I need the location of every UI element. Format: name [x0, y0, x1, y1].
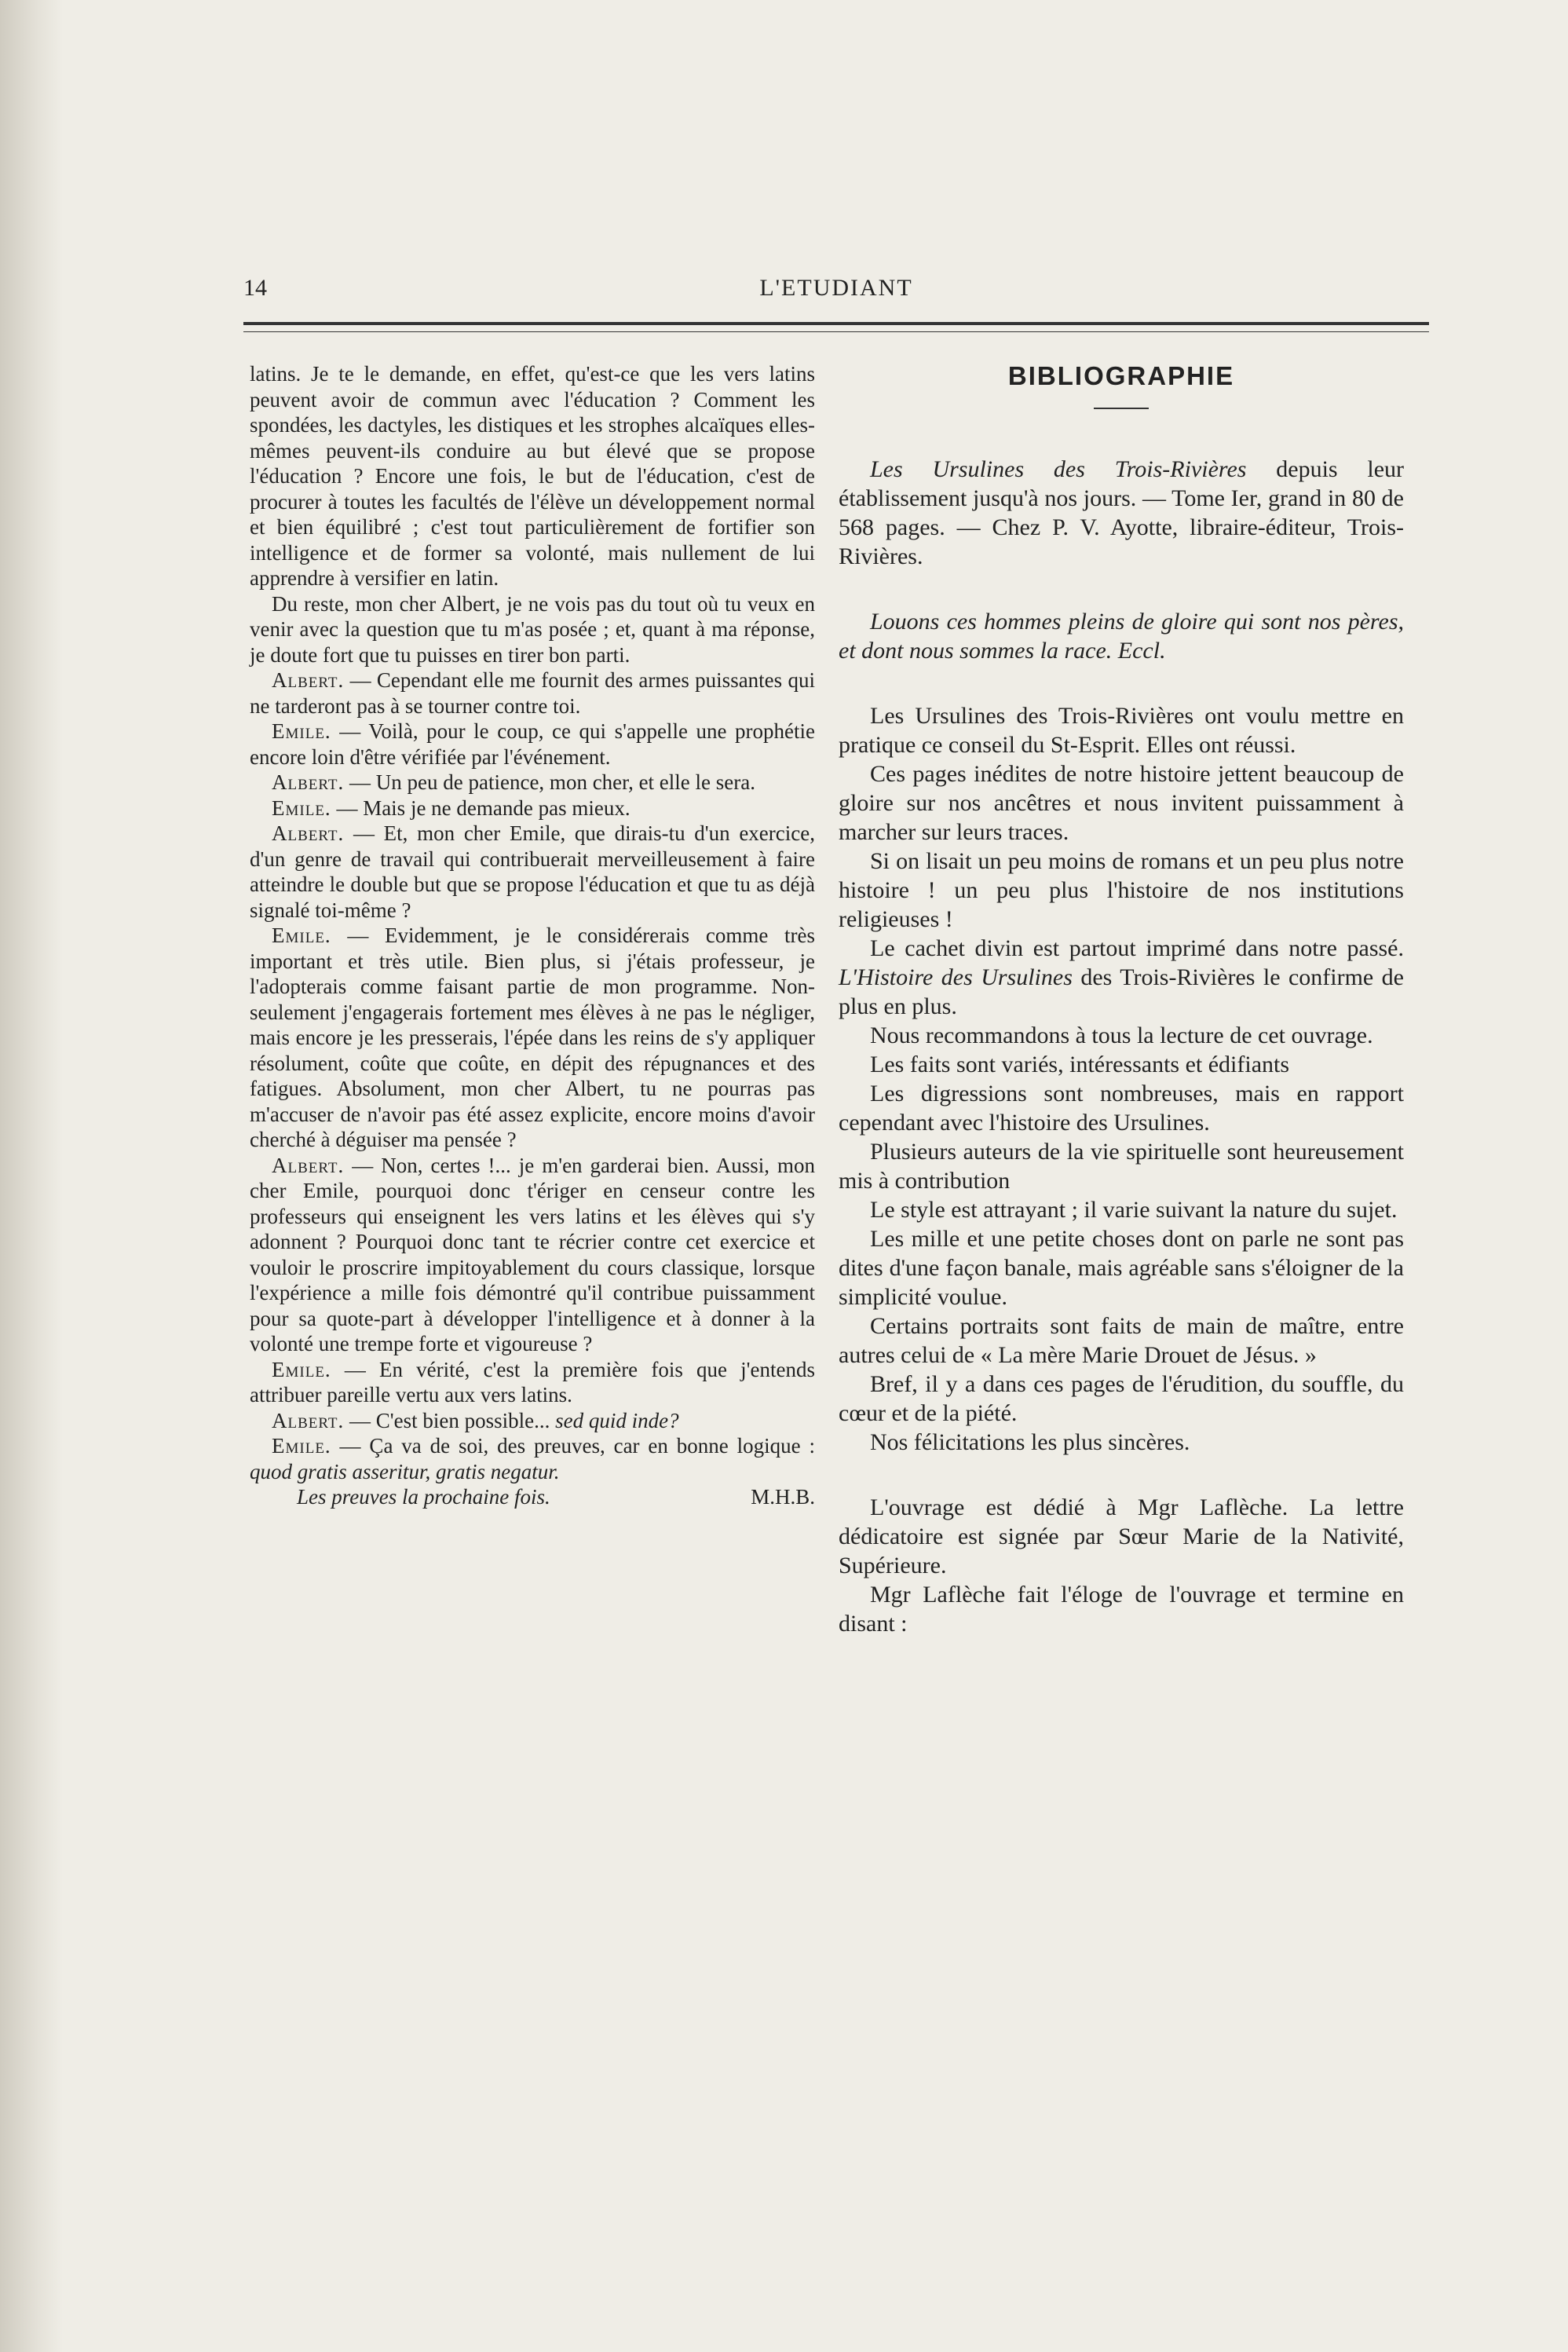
text-segment: Le cachet divin est partout imprimé dans notre passé. [870, 935, 1404, 961]
dialogue-line [250, 1408, 815, 1434]
dialogue-text: — Un peu de patience, mon cher, et elle le sera. [344, 770, 755, 794]
dialogue-line [250, 1357, 815, 1408]
dialogue-text: — Voilà, pour le coup, ce qui s'appelle une prophétie encore loin d'être vérifiée par l'événement. [250, 719, 815, 769]
speaker-name: Albert. [272, 1153, 345, 1177]
paragraph: Plusieurs auteurs de la vie spirituelle sont heureusement mis à contribution [839, 1139, 1404, 1194]
dialogue-line [250, 1433, 815, 1484]
dialogue-text: — Mais je ne demande pas mieux. [331, 796, 630, 820]
paragraph: L'ouvrage est dédié à Mgr Laflèche. La lettre dédicatoire est signée par Sœur Marie de la Nativité, Supérieure. [839, 1494, 1404, 1578]
title-rule [1094, 408, 1149, 409]
section-title: BIBLIOGRAPHIE [1007, 361, 1235, 390]
speaker-name: Albert. [272, 821, 345, 845]
running-title: L'ETUDIANT [759, 275, 913, 301]
dialogue-text: — C'est bien possible... [344, 1408, 556, 1432]
paragraph: Nous recommandons à tous la lecture de cet ouvrage. [870, 1022, 1373, 1048]
paragraph: Le style est attrayant ; il varie suivant la nature du sujet. [870, 1197, 1398, 1223]
closing-text: Les preuves la prochaine fois. [297, 1485, 550, 1509]
paragraph [839, 934, 1404, 1021]
page-edge-shadow [0, 0, 63, 2352]
page-number: 14 [243, 275, 267, 301]
book-details: depuis leur établissement jusqu'à nos jours. — Tome Ier, grand in 80 de 568 pages. — Chez P. V. Ayotte, libraire-éditeur, Trois-Rivières. [839, 456, 1405, 569]
speaker-name: Emile. [272, 796, 331, 820]
dialogue-text: — Et, mon cher Emile, que dirais-tu d'un exercice, d'un genre de travail qui contribuerait merveilleusement à faire atteindre le double but que se propose l'éducation et que tu as déjà signalé toi-même ? [250, 821, 815, 922]
latin-phrase: quod gratis asseritur, gratis negatur. [250, 1459, 560, 1483]
speaker-name: Emile. [272, 719, 331, 743]
speaker-name: Albert. [272, 770, 345, 794]
latin-phrase: sed quid inde? [555, 1408, 679, 1432]
dialogue-text: — Non, certes !... je m'en garderai bien. Aussi, mon cher Emile, pourquoi donc t'ériger en censeur contre les professeurs qui enseignent les vers latins et les élèves qui s'y adonnent ? Pourquoi donc tant te récrier contre cet exercice et vouloir le proscrire impitoyablement du cours classique, lorsque l'expérience a mille fois démontré qu'il contribue puissamment pour sa quote-part à développer l'intelligence et à donner à la volonté une trempe forte et vigoureuse ? [250, 1153, 815, 1355]
paragraph: Ces pages inédites de notre histoire jettent beaucoup de gloire sur nos ancêtres et nous invitent puissamment à marcher sur leurs traces. [839, 761, 1404, 845]
paragraph: Les Ursulines des Trois-Rivières ont voulu mettre en pratique ce conseil du St-Esprit. Elles ont réussi. [839, 703, 1404, 758]
epigraph: Louons ces hommes pleins de gloire qui sont nos pères, et dont nous sommes la race. Eccl. [839, 609, 1404, 664]
paragraph: Les mille et une petite choses dont on parle ne sont pas dites d'une façon banale, mais agréable sans s'éloigner de la simplicité voulue. [839, 1226, 1404, 1310]
text-segment: des Trois-Rivières le confirme de plus en plus. [839, 964, 1404, 1019]
paragraph: Du reste, mon cher Albert, je ne vois pas du tout où tu veux en venir avec la question que tu m'as posée ; et, quant à ma réponse, je doute fort que tu puisses en tirer bon parti. [250, 591, 815, 667]
paragraph: Certains portraits sont faits de main de maître, entre autres celui de « La mère Marie Drouet de Jésus. » [839, 1313, 1404, 1368]
speaker-name: Albert. [272, 1408, 345, 1432]
dialogue-line [250, 668, 815, 719]
page-header [243, 275, 1429, 314]
right-column [839, 361, 1404, 1638]
paragraph: Les digressions sont nombreuses, mais en rapport cependant avec l'histoire des Ursulines. [839, 1081, 1404, 1136]
paragraph: Mgr Laflèche fait l'éloge de l'ouvrage et termine en disant : [839, 1582, 1404, 1637]
speaker-name: Emile. [272, 1434, 331, 1458]
book-title: L'Histoire des Ursulines [839, 964, 1073, 990]
dialogue-text: — Ça va de soi, des preuves, car en bonne logique : [331, 1434, 815, 1458]
author-initials: M.H.B. [751, 1485, 815, 1509]
dialogue-line [250, 1153, 815, 1357]
dialogue-line [250, 770, 815, 796]
closing-line [250, 1484, 815, 1510]
bibliography-entry [839, 455, 1404, 571]
dialogue-line [250, 719, 815, 770]
dialogue-text: — En vérité, c'est la première fois que j'entends attribuer pareille vertu aux vers latins. [250, 1357, 815, 1406]
dialogue-line [250, 923, 815, 1153]
paragraph: Si on lisait un peu moins de romans et un peu plus notre histoire ! un peu plus l'histoire de nos institutions religieuses ! [839, 848, 1404, 932]
paragraph: Les faits sont variés, intéressants et édifiants [870, 1052, 1290, 1077]
paragraph: Nos félicitations les plus sincères. [870, 1429, 1190, 1455]
dialogue-line [250, 796, 815, 821]
dialogue-text: — Cependant elle me fournit des armes puissantes qui ne tarderont pas à se tourner contre toi. [250, 668, 815, 718]
speaker-name: Emile. [272, 924, 331, 947]
header-rule [243, 322, 1429, 332]
dialogue-text: — Evidemment, je le considérerais comme très important et très utile. Bien plus, si j'étais professeur, je l'adopterais comme faisant partie de mon programme. Non-seulement j'engagerais fortement mes élèves à ne pas le négliger, mais encore je les presserais, l'épée dans les reins de s'y appliquer résolument, coûte que coûte, en dépit des répugnances et des fatigues. Absolument, mon cher Albert, tu ne pourras pas m'accuser de n'avoir pas été assez explicite, encore moins d'avoir cherché à déguiser ma pensée ? [250, 924, 815, 1151]
speaker-name: Emile. [272, 1357, 331, 1381]
left-column [250, 361, 815, 1510]
paragraph: latins. Je te le demande, en effet, qu'est-ce que les vers latins peuvent avoir de commun avec l'éducation ? Comment les spondées, les dactyles, les distiques et les strophes alcaïques elles-mêmes peuvent-ils conduire au but élevé que se propose l'éducation ? Encore une fois, le but de l'éducation, c'est de procurer à toutes les facultés de l'élève un développement normal et bien équilibré ; c'est tout particulièrement de fortifier son intelligence et de former sa volonté, mais nullement de lui apprendre à versifier en latin. [250, 362, 815, 590]
paragraph: Bref, il y a dans ces pages de l'érudition, du souffle, du cœur et de la piété. [839, 1371, 1404, 1426]
dialogue-line [250, 821, 815, 923]
book-title: Les Ursulines des Trois-Rivières [870, 456, 1247, 482]
speaker-name: Albert. [272, 668, 345, 692]
